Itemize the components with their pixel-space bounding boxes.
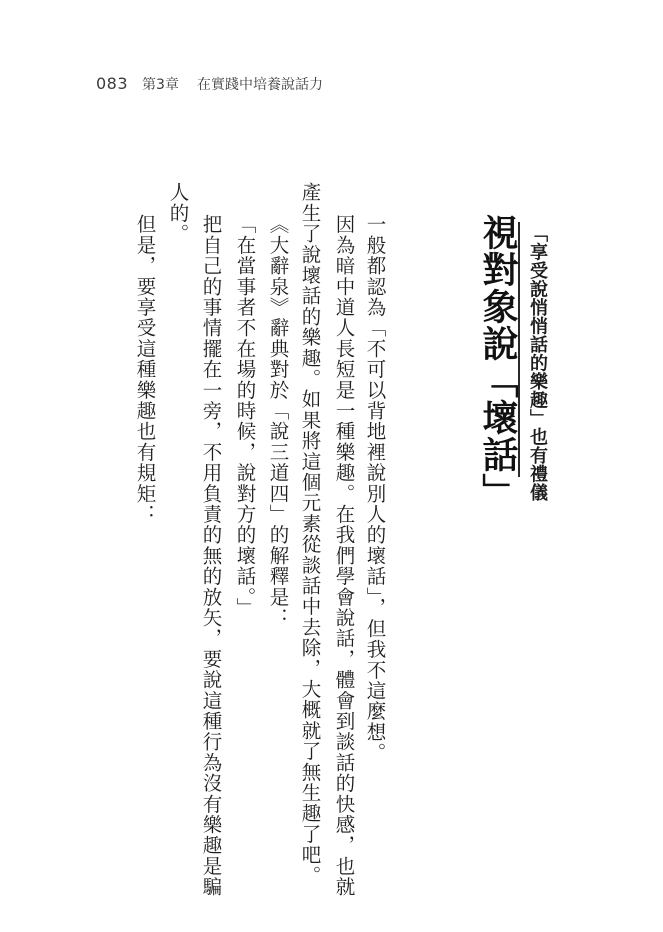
body-column: 人的。 [166, 182, 190, 245]
body-column: 把自己的事情擺在一旁，不用負責的無的放矢，要說這種行為沒有樂趣是騙 [199, 214, 223, 898]
body-column: 一般都認為「不可以背地裡說別人的壞話」，但我不這麼想。 [363, 214, 387, 764]
title-divider [518, 222, 520, 477]
page-number: 083 [96, 74, 129, 93]
body-column: 《大辭泉》辭典對於「說三道四」的解釋是： [266, 214, 290, 628]
body-column: 但是，要享受這種樂趣也有規矩： [133, 214, 157, 525]
body-column-quote: 「在當事者不在場的時候，說對方的壞話。」 [233, 214, 257, 619]
chapter-label: 第3章 [142, 77, 179, 93]
section-subtitle: 「享受說悄悄話的樂趣」也有禮儀 [527, 224, 548, 502]
chapter-title: 在實踐中培養說話力 [196, 77, 323, 93]
body-column: 產生了說壞話的樂趣。如果將這個元素從談話中去除，大概就了無生趣了吧。 [298, 182, 322, 886]
body-column: 因為暗中道人長短是一種樂趣。在我們學會說話，體會到談話的快感，也就 [332, 214, 356, 898]
section-title: 視對象說「壞話」 [477, 214, 518, 510]
running-header [96, 74, 323, 94]
